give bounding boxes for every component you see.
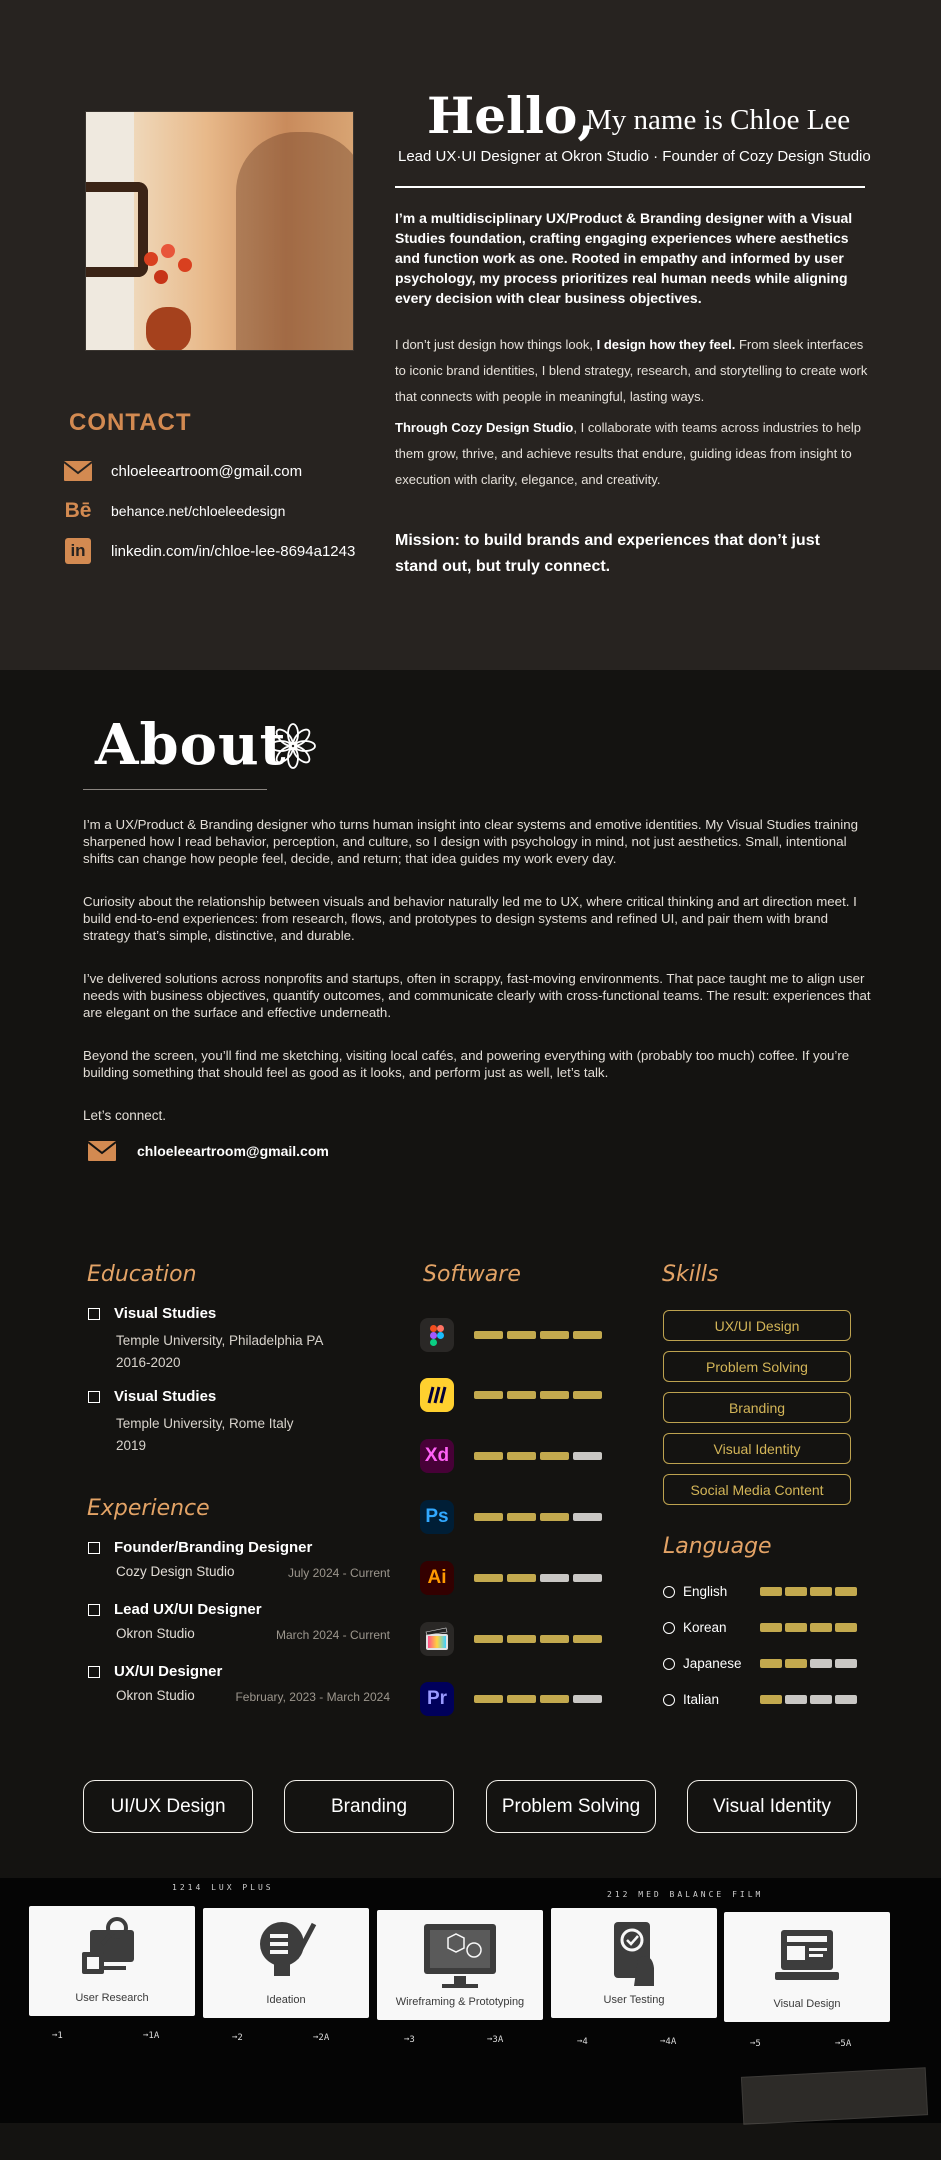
frame-caption: Visual Design bbox=[773, 1998, 841, 2010]
premiere-pro-icon: Pr bbox=[420, 1682, 454, 1716]
proficiency-bar bbox=[474, 1635, 503, 1643]
visual-design-icon bbox=[767, 1922, 847, 1992]
illustrator-icon: Ai bbox=[420, 1561, 454, 1595]
hero-divider bbox=[395, 186, 865, 188]
hero-paragraph-1: I don’t just design how things look, I design how they feel. From sleek interfaces to iconic brand identities, I blend strategy, research, and storytelling to create work that connects with people in meaningful, lasting ways. bbox=[395, 337, 868, 404]
proficiency-bar bbox=[474, 1391, 503, 1399]
checkbox-icon bbox=[88, 1542, 100, 1554]
experience-item: Lead UX/UI Designer Okron Studio March 2024 - Current bbox=[88, 1601, 390, 1642]
proficiency-bar bbox=[507, 1391, 536, 1399]
proficiency-bar bbox=[540, 1331, 569, 1339]
software-heading: Software bbox=[423, 1262, 521, 1287]
about-divider bbox=[83, 789, 267, 790]
miro-icon bbox=[420, 1378, 454, 1412]
focus-pill-uiux[interactable]: UI/UX Design bbox=[83, 1780, 253, 1833]
education-item: Visual Studies Temple University, Rome Italy 2019 bbox=[88, 1388, 408, 1457]
software-row bbox=[420, 1318, 602, 1352]
proficiency-bar bbox=[573, 1574, 602, 1582]
proficiency-bar bbox=[507, 1452, 536, 1460]
frame-number: ➞1A bbox=[143, 2031, 160, 2041]
about-paragraph-1: I’m a UX/Product & Branding designer who turns human insight into clear systems and emotive identities. My Visual Studies training sharpened how I read behavior, perception, and culture, so I design with psychology in mind, not just aesthetics. Small, intentional shifts can change how people feel, decide, and return; that idea guides my work every day. bbox=[83, 817, 859, 866]
proficiency-bar bbox=[540, 1513, 569, 1521]
contact-linkedin[interactable]: linkedin.com/in/chloe-lee-8694a1243 bbox=[111, 542, 356, 560]
skills-heading: Skills bbox=[662, 1262, 719, 1287]
about-email[interactable]: chloeleeartroom@gmail.com bbox=[137, 1143, 329, 1159]
hero-greeting: Hello, bbox=[427, 86, 595, 145]
proficiency-bar bbox=[507, 1331, 536, 1339]
film-edge-text: 1214 LUX PLUS bbox=[172, 1883, 274, 1892]
frame-number: ➞3 bbox=[404, 2035, 415, 2045]
proficiency-bar bbox=[474, 1331, 503, 1339]
focus-pill-problem-solving[interactable]: Problem Solving bbox=[486, 1780, 656, 1833]
proficiency-bar bbox=[540, 1635, 569, 1643]
language-level-bar bbox=[810, 1587, 832, 1596]
frame-caption: Wireframing & Prototyping bbox=[395, 1996, 525, 2008]
frame-caption: Ideation bbox=[266, 1994, 306, 2006]
hero-paragraph-2: Through Cozy Design Studio, I collaborate with teams across industries to help them grow, thrive, and achieve results that endure, guiding ideas from insight to execution with clarity, elegance, and creativity. bbox=[395, 420, 861, 487]
photoshop-icon: Ps bbox=[420, 1500, 454, 1534]
experience-item: UX/UI Designer Okron Studio February, 2023 - March 2024 bbox=[88, 1663, 390, 1704]
contact-email[interactable]: chloeleeartroom@gmail.com bbox=[111, 462, 303, 480]
language-level-bar bbox=[835, 1659, 857, 1668]
language-row bbox=[663, 1692, 857, 1707]
final-cut-pro-icon bbox=[420, 1622, 454, 1656]
about-email-row[interactable] bbox=[87, 1140, 329, 1162]
software-row bbox=[420, 1682, 602, 1716]
proficiency-bar bbox=[573, 1635, 602, 1643]
experience-item: Founder/Branding Designer Cozy Design Studio July 2024 - Current bbox=[88, 1539, 390, 1580]
hero-intro: I’m a multidisciplinary UX/Product & Branding designer with a Visual Studies foundation, crafting engaging experiences where aesthetics and function work as one. Rooted in empathy and informed by user psychology, my process prioritizes real human needs while aligning every decision with clear business objectives. bbox=[395, 210, 853, 306]
checkbox-icon bbox=[88, 1308, 100, 1320]
focus-pill-branding[interactable]: Branding bbox=[284, 1780, 454, 1833]
frame-number: ➞5 bbox=[750, 2039, 761, 2049]
language-row bbox=[663, 1656, 857, 1671]
focus-pill-visual-identity[interactable]: Visual Identity bbox=[687, 1780, 857, 1833]
user-research-icon bbox=[72, 1916, 152, 1986]
about-paragraph-2: Curiosity about the relationship between visuals and behavior naturally led me to UX, where critical thinking and art direction meet. I build end-to-end experiences: from research, flows, and prototypes to design systems and refined UI, and pair them with brand strategy that’s simple, distinctive, and durable. bbox=[83, 894, 857, 943]
contact-email-row[interactable] bbox=[63, 457, 302, 485]
language-level-bar bbox=[760, 1695, 782, 1704]
frame-number: ➞2A bbox=[313, 2033, 330, 2043]
language-level-bar bbox=[785, 1695, 807, 1704]
contact-behance[interactable]: behance.net/chloeleedesign bbox=[111, 503, 286, 519]
language-name: Korean bbox=[683, 1620, 727, 1635]
language-level-bar bbox=[835, 1587, 857, 1596]
language-level-bar bbox=[835, 1623, 857, 1632]
frame-caption: User Testing bbox=[603, 1994, 665, 2006]
circle-icon bbox=[663, 1694, 675, 1706]
proficiency-bar bbox=[573, 1695, 602, 1703]
skill-tag: Problem Solving bbox=[663, 1351, 851, 1382]
proficiency-bar bbox=[507, 1635, 536, 1643]
wireframe-monitor-icon bbox=[418, 1920, 502, 1992]
language-level-bar bbox=[835, 1695, 857, 1704]
process-frame-ideation bbox=[203, 1908, 369, 2018]
hero-mission: Mission: to build brands and experiences that don’t just stand out, but truly connect. bbox=[395, 532, 820, 575]
lightbulb-icon bbox=[246, 1918, 326, 1988]
mail-icon bbox=[87, 1140, 117, 1162]
frame-number: ➞1 bbox=[52, 2031, 63, 2041]
checkbox-icon bbox=[88, 1391, 100, 1403]
process-frame-user-testing bbox=[551, 1908, 717, 2018]
software-row bbox=[420, 1500, 602, 1534]
frame-number: ➞2 bbox=[232, 2033, 243, 2043]
hero-name: My name is Chloe Lee bbox=[586, 104, 851, 136]
frame-number: ➞4A bbox=[660, 2037, 677, 2047]
proficiency-bar bbox=[507, 1574, 536, 1582]
language-row bbox=[663, 1620, 857, 1635]
language-level-bar bbox=[810, 1623, 832, 1632]
process-frame-wireframing bbox=[377, 1910, 543, 2020]
frame-number: ➞4 bbox=[577, 2037, 588, 2047]
education-item: Visual Studies Temple University, Philadelphia PA 2016-2020 bbox=[88, 1305, 408, 1374]
proficiency-bar bbox=[573, 1331, 602, 1339]
profile-photo bbox=[85, 111, 354, 351]
software-row bbox=[420, 1622, 602, 1656]
proficiency-bar bbox=[507, 1513, 536, 1521]
language-level-bar bbox=[760, 1587, 782, 1596]
linkedin-icon: in bbox=[63, 538, 93, 564]
language-name: Japanese bbox=[683, 1656, 742, 1671]
software-row bbox=[420, 1439, 602, 1473]
skill-tag: Branding bbox=[663, 1392, 851, 1423]
adobe-xd-icon: Xd bbox=[420, 1439, 454, 1473]
proficiency-bar bbox=[474, 1513, 503, 1521]
language-level-bar bbox=[810, 1659, 832, 1668]
software-row bbox=[420, 1378, 602, 1412]
language-level-bar bbox=[785, 1659, 807, 1668]
proficiency-bar bbox=[540, 1391, 569, 1399]
circle-icon bbox=[663, 1586, 675, 1598]
proficiency-bar bbox=[474, 1695, 503, 1703]
hero-subtitle: Lead UX·UI Designer at Okron Studio · Founder of Cozy Design Studio bbox=[398, 148, 871, 165]
frame-number: ➞5A bbox=[835, 2039, 852, 2049]
language-name: English bbox=[683, 1584, 728, 1599]
connect-label: Let’s connect. bbox=[83, 1108, 167, 1123]
behance-icon: Bē bbox=[64, 499, 92, 522]
process-frame-user-research bbox=[29, 1906, 195, 2016]
language-heading: Language bbox=[663, 1534, 772, 1559]
figma-icon bbox=[420, 1318, 454, 1352]
proficiency-bar bbox=[540, 1695, 569, 1703]
language-level-bar bbox=[760, 1623, 782, 1632]
contact-linkedin-row[interactable] bbox=[63, 537, 355, 565]
film-edge-text: 212 MED BALANCE FILM bbox=[607, 1890, 764, 1899]
proficiency-bar bbox=[540, 1574, 569, 1582]
language-level-bar bbox=[785, 1623, 807, 1632]
proficiency-bar bbox=[573, 1391, 602, 1399]
circle-icon bbox=[663, 1658, 675, 1670]
frame-number: ➞3A bbox=[487, 2035, 504, 2045]
proficiency-bar bbox=[573, 1513, 602, 1521]
contact-behance-row[interactable] bbox=[63, 497, 285, 525]
language-level-bar bbox=[785, 1587, 807, 1596]
language-name: Italian bbox=[683, 1692, 720, 1707]
tape-decoration bbox=[741, 2067, 928, 2125]
circle-icon bbox=[663, 1622, 675, 1634]
proficiency-bar bbox=[474, 1574, 503, 1582]
skill-tag: Social Media Content bbox=[663, 1474, 851, 1505]
process-frame-visual-design bbox=[724, 1912, 890, 2022]
software-row bbox=[420, 1561, 602, 1595]
user-testing-icon bbox=[594, 1918, 674, 1990]
about-heading: About bbox=[95, 712, 287, 778]
education-heading: Education bbox=[87, 1262, 197, 1287]
proficiency-bar bbox=[540, 1452, 569, 1460]
checkbox-icon bbox=[88, 1666, 100, 1678]
skill-tag: UX/UI Design bbox=[663, 1310, 851, 1341]
frame-caption: User Research bbox=[75, 1992, 149, 2004]
about-paragraph-4: Beyond the screen, you’ll find me sketching, visiting local cafés, and powering everything with (probably too much) coffee. If you’re building something that should feel as good as it looks, and perform just as well, let’s talk. bbox=[83, 1048, 850, 1080]
experience-heading: Experience bbox=[87, 1496, 210, 1521]
proficiency-bar bbox=[573, 1452, 602, 1460]
mail-icon bbox=[63, 458, 93, 484]
language-level-bar bbox=[760, 1659, 782, 1668]
proficiency-bar bbox=[507, 1695, 536, 1703]
skill-tag: Visual Identity bbox=[663, 1433, 851, 1464]
about-paragraph-3: I’ve delivered solutions across nonprofits and startups, often in scrappy, fast-moving environments. That pace taught me to align user needs with business objectives, quantify outcomes, and communicate clearly with cross-functional teams. The result: experiences that are elegant on the surface and effective underneath. bbox=[83, 971, 871, 1020]
contact-heading: CONTACT bbox=[69, 409, 192, 436]
language-level-bar bbox=[810, 1695, 832, 1704]
flower-icon bbox=[270, 723, 316, 769]
checkbox-icon bbox=[88, 1604, 100, 1616]
proficiency-bar bbox=[474, 1452, 503, 1460]
language-row bbox=[663, 1584, 857, 1599]
